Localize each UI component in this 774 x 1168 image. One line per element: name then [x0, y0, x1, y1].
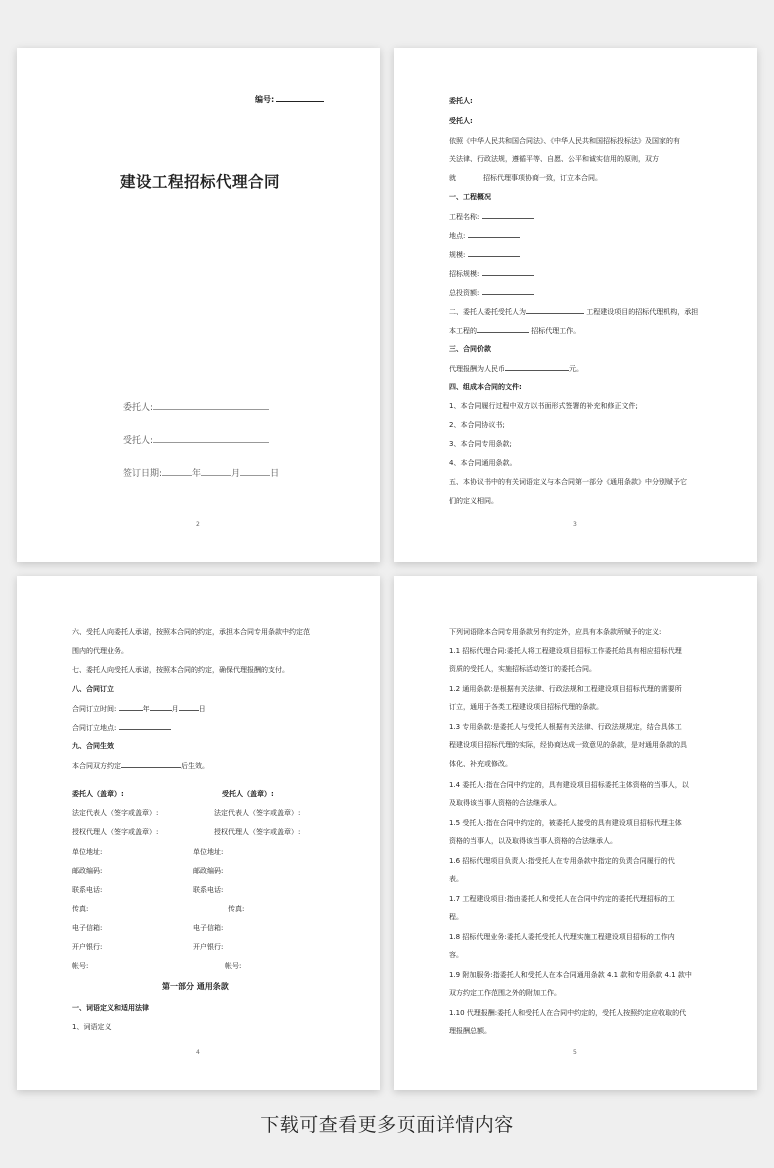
part-1-heading: 第一部分 通用条款 — [162, 982, 229, 991]
section-2-line-2 — [449, 325, 580, 336]
contract-number-underline — [276, 93, 324, 102]
section-2-blank-a — [526, 306, 584, 314]
fee-line — [449, 363, 583, 374]
definitions-intro: 下列词语除本合同专用条款另有约定外，应具有本条款所赋予的定义: — [449, 628, 662, 636]
document-item-1: 1、本合同履行过程中双方以书面形式签署的补充和修正文件; — [449, 402, 638, 410]
document-page-2 — [17, 48, 380, 562]
def-1-5-line-1: 1.5 受托人:指在合同中约定的，被委托人接受的具有建设项目招标代理主体 — [449, 819, 682, 827]
def-1-8-line-2: 容。 — [449, 951, 463, 959]
section-2-blank-b — [477, 325, 529, 333]
signing-date-line — [123, 466, 279, 479]
section-6-line-2: 围内的代理业务。 — [72, 647, 128, 655]
client-postcode: 邮政编码: — [72, 867, 103, 875]
document-page-3 — [394, 48, 757, 562]
def-1-4-line-1: 1.4 委托人:指在合同中约定的，具有建设项目招标委托主体资格的当事人，以 — [449, 781, 689, 789]
section-1-heading: 一、工程概况 — [449, 193, 491, 201]
section-2-text-c: 本工程的 — [449, 327, 477, 335]
document-item-2: 2、本合同协议书; — [449, 421, 505, 429]
preamble-line-1: 依照《中华人民共和国合同法》、《中华人民共和国招标投标法》及国家的有 — [449, 137, 680, 145]
date-label: 签订日期: — [123, 469, 163, 479]
signing-day-label: 日 — [198, 705, 206, 713]
client-label: 委托人: — [123, 403, 154, 413]
section-9-heading: 九、合同生效 — [72, 742, 114, 750]
location-blank — [468, 230, 520, 238]
agent-underline — [153, 433, 269, 443]
def-1-6-line-1: 1.6 招标代理项目负责人:指受托人在专用条款中指定的负责合同履行的代 — [449, 857, 675, 865]
tender-scale-field — [449, 268, 534, 279]
agent-postcode: 邮政编码: — [193, 867, 224, 875]
scale-field — [449, 249, 520, 260]
def-1-3-line-2: 程建设项目招标代理的实际，经协商达成一致意见的条款，是对通用条款的具 — [449, 741, 687, 749]
investment-label: 总投资额: — [449, 289, 480, 297]
client-underline — [153, 400, 269, 410]
def-1-5-line-2: 资格的当事人，以及取得该当事人资格的合法继承人。 — [449, 837, 617, 845]
agent-line: 受托人: — [449, 117, 473, 125]
def-1-2-line-1: 1.2 通用条款:是根据有关法律、行政法规和工程建设项目招标代理的需要所 — [449, 685, 682, 693]
client-email: 电子信箱: — [72, 924, 103, 932]
def-1-4-line-2: 及取得该当事人资格的合法继承人。 — [449, 799, 561, 807]
def-1-8-line-1: 1.8 招标代理业务:委托人委托受托人代理实施工程建设项目招标的工作内 — [449, 933, 675, 941]
def-1-9-line-2: 双方约定工作范围之外的附加工作。 — [449, 989, 561, 997]
agent-phone: 联系电话: — [193, 886, 224, 894]
signing-day-blank — [179, 703, 199, 711]
day-blank — [240, 466, 270, 476]
fee-text-a: 代理报酬为人民币 — [449, 365, 505, 373]
contract-number-label: 编号: — [255, 95, 275, 104]
location-field — [449, 230, 520, 241]
agent-label: 受托人: — [123, 436, 154, 446]
client-address: 单位地址: — [72, 848, 103, 856]
project-name-blank — [482, 211, 534, 219]
client-phone: 联系电话: — [72, 886, 103, 894]
contract-number-field — [255, 93, 324, 105]
def-1-9-line-1: 1.9 附加服务:指委托人和受托人在本合同通用条款 4.1 款和专用条款 4.1 款中 — [449, 971, 692, 979]
def-1-6-line-2: 表。 — [449, 875, 463, 883]
section-3-heading: 三、合同价款 — [449, 345, 491, 353]
year-blank — [162, 466, 192, 476]
def-1-10-line-2: 理报酬总额。 — [449, 1027, 491, 1035]
project-name-field — [449, 211, 534, 222]
scale-label: 规模: — [449, 251, 466, 259]
effective-text-a: 本合同双方约定 — [72, 762, 121, 770]
document-page-5 — [394, 576, 757, 1090]
agent-email: 电子信箱: — [193, 924, 224, 932]
agent-legal-rep: 法定代表人（签字或盖章）: — [214, 809, 301, 817]
preamble-line-3a: 就 — [449, 174, 456, 182]
section-6-line-1: 六、受托人向委托人承诺，按照本合同的约定，承担本合同专用条款中约定范 — [72, 628, 310, 636]
effective-text-b: 后生效。 — [181, 762, 209, 770]
definitions-heading: 1、词语定义 — [72, 1023, 112, 1031]
fee-text-b: 元。 — [569, 365, 583, 373]
document-item-4: 4、本合同通用条款。 — [449, 459, 517, 467]
contract-title: 建设工程招标代理合同 — [120, 173, 281, 191]
def-1-3-line-3: 体化、补充或修改。 — [449, 760, 512, 768]
section-5-line-2: 们的定义相同。 — [449, 497, 498, 505]
fee-blank — [505, 363, 569, 371]
preamble-line-3b: 招标代理事项协商一致，订立本合同。 — [483, 174, 602, 182]
agent-account: 帐号: — [225, 962, 242, 970]
signing-month-label: 月 — [171, 705, 179, 713]
preamble-line-2: 关法律、行政法规，遵循平等、自愿、公平和诚实信用的原则，双方 — [449, 155, 659, 163]
def-1-7-line-2: 程。 — [449, 913, 463, 921]
location-label: 地点: — [449, 232, 466, 240]
tender-scale-label: 招标规模: — [449, 270, 480, 278]
day-label: 日 — [270, 469, 280, 479]
section-2-line-1 — [449, 306, 698, 317]
client-line: 委托人: — [449, 97, 473, 105]
year-label: 年 — [192, 469, 202, 479]
def-1-1-line-1: 1.1 招标代理合同:委托人将工程建设项目招标工作委托给具有相应招标代理 — [449, 647, 682, 655]
page-number: 2 — [196, 521, 200, 528]
document-page-4 — [17, 576, 380, 1090]
signing-place-line — [72, 722, 171, 733]
agent-auth-rep: 授权代理人（签字或盖章）: — [214, 828, 301, 836]
section-2-text-d: 招标代理工作。 — [531, 327, 581, 335]
document-item-3: 3、本合同专用条款; — [449, 440, 512, 448]
section-5-line-1: 五、本协议书中的有关词语定义与本合同第一部分《通用条款》中分别赋予它 — [449, 478, 687, 486]
agent-signature-line — [123, 433, 269, 446]
signing-time-line — [72, 703, 206, 714]
def-1-2-line-2: 订立，通用于各类工程建设项目招标代理的条款。 — [449, 703, 603, 711]
signing-time-label: 合同订立时间: — [72, 705, 117, 713]
section-4-heading: 四、组成本合同的文件: — [449, 383, 522, 391]
client-auth-rep: 授权代理人（签字或盖章）: — [72, 828, 159, 836]
page-number: 3 — [573, 521, 577, 528]
page-number: 5 — [573, 1049, 577, 1056]
section-2-text-b: 工程建设项目的招标代理机构，承担 — [586, 308, 699, 316]
client-fax: 传真: — [72, 905, 89, 913]
chapter-1-heading: 一、词语定义和适用法律 — [72, 1004, 149, 1012]
effective-blank — [121, 760, 181, 768]
project-name-label: 工程名称: — [449, 213, 480, 221]
agent-seal-heading: 受托人（盖章）: — [222, 790, 274, 798]
signing-year-blank — [119, 703, 143, 711]
client-seal-heading: 委托人（盖章）: — [72, 790, 124, 798]
signing-place-blank — [119, 722, 171, 730]
download-prompt: 下载可查看更多页面详情内容 — [260, 1114, 514, 1136]
investment-blank — [482, 287, 534, 295]
month-label: 月 — [231, 469, 241, 479]
section-8-heading: 八、合同订立 — [72, 685, 114, 693]
section-2-text-a: 二、委托人委托受托人为 — [449, 308, 526, 316]
effective-line — [72, 760, 209, 771]
section-7-line: 七、委托人向受托人承诺，按照本合同的约定，确保代理报酬的支付。 — [72, 666, 289, 674]
agent-address: 单位地址: — [193, 848, 224, 856]
agent-bank: 开户银行: — [193, 943, 224, 951]
investment-field — [449, 287, 534, 298]
def-1-1-line-2: 资质的受托人，实施招标活动签订的委托合同。 — [449, 665, 596, 673]
tender-scale-blank — [482, 268, 534, 276]
scale-blank — [468, 249, 520, 257]
signing-year-label: 年 — [142, 705, 150, 713]
page-number: 4 — [196, 1049, 200, 1056]
def-1-3-line-1: 1.3 专用条款:是委托人与受托人根据有关法律、行政法规规定，结合具体工 — [449, 723, 682, 731]
def-1-10-line-1: 1.10 代理报酬:委托人和受托人在合同中约定的，受托人按照约定应收取的代 — [449, 1009, 687, 1017]
client-account: 帐号: — [72, 962, 89, 970]
client-bank: 开户银行: — [72, 943, 103, 951]
def-1-7-line-1: 1.7 工程建设项目:指由委托人和受托人在合同中约定的委托代理招标的工 — [449, 895, 675, 903]
signing-place-label: 合同订立地点: — [72, 724, 117, 732]
agent-fax: 传真: — [228, 905, 245, 913]
client-signature-line — [123, 400, 269, 413]
client-legal-rep: 法定代表人（签字或盖章）: — [72, 809, 159, 817]
month-blank — [201, 466, 231, 476]
signing-month-blank — [150, 703, 172, 711]
